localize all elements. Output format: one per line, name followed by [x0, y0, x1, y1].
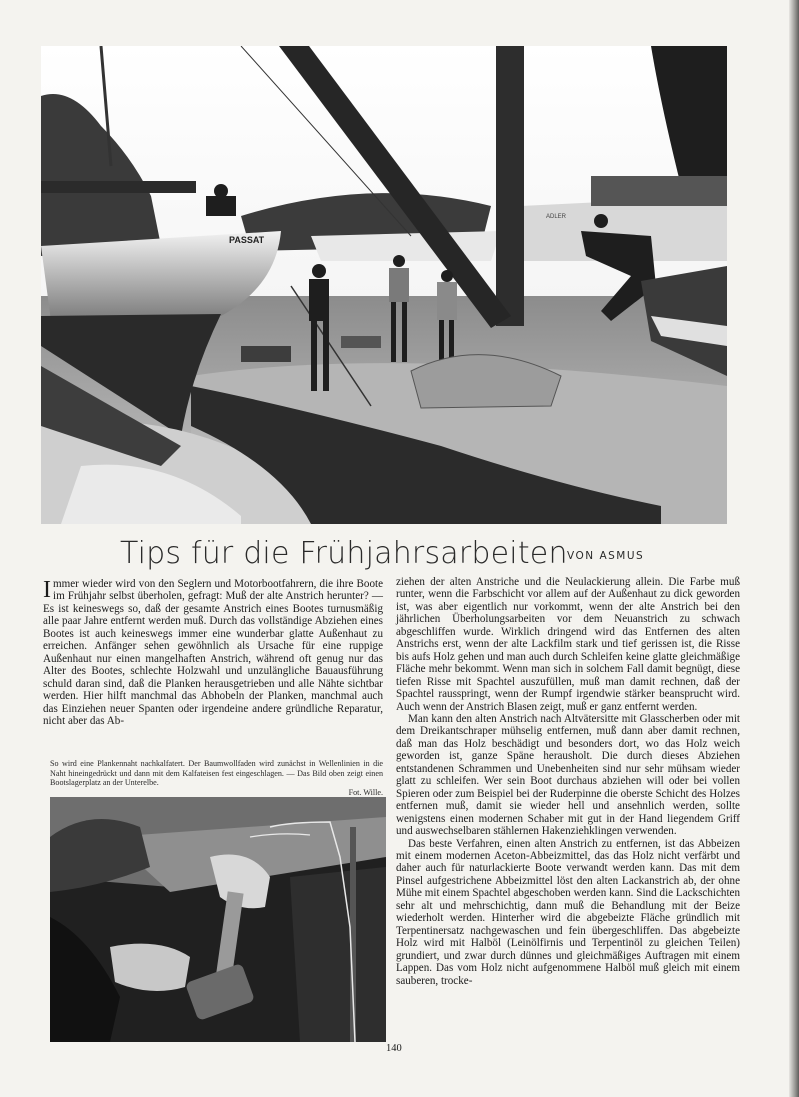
- boat-name-adler: ADLER: [546, 214, 567, 220]
- article-author: VON ASMUS: [567, 550, 645, 562]
- page-number: 140: [386, 1043, 402, 1054]
- photo-credit: Fot. Wille.: [348, 787, 383, 797]
- boat-name-passat: PASSAT: [229, 235, 265, 245]
- left-column: [43, 578, 383, 727]
- article-title: Tips für die Frühjahrsarbeiten: [120, 536, 568, 571]
- paragraph: ziehen der alten Anstriche und die Neulackierung allein. Die Farbe muß runter, wenn die Farbschicht vor allem auf der Außenhaut zu dick geworden ist, was aber eigentlich nur vorkommt, wenn der alte Anstrich bei den jährlichen Überholungsarbeiten vor dem Neuanstrich zu schwach abgeschliffen wurde. Wirklich dringend wird das Entfernen des alten Anstrichs erst, wenn der alte Lackfilm stark und tief gerissen ist, die Risse bis aufs Holz gehen und man auch durch Schleifen keine glatte gleichmäßige Fläche mehr bekommt. Wenn man sich in solchem Fall damit begnügt, diese tiefen Risse mit Spachtel auszufüllen, muß man damit rechnen, daß der Spachtel rausspringt, wenn der Rumpf irgendwie stärker beansprucht wird. Auch wenn der Anstrich Blasen zeigt, muß er ganz entfernt werden.: [396, 576, 740, 713]
- paragraph: [43, 578, 383, 727]
- paragraph: Man kann den alten Anstrich nach Altvätersitte mit Glasscherben oder mit dem Dreikantschraper mühselig entfernen, muß dann aber damit rechnen, daß man das Holz beschädigt und besonders dort, wo das Holz weich geworden ist, ganze Späne herausholt. Die durch dieses Abziehen entstandenen Schrammen und Unebenheiten sind nur sehr mühsam wieder glatt zu schleifen. Wer sein Boot durchaus abziehen will oder bei vollen Spieren oder zum Beispiel bei der Ruderpinne die oberste Schicht des Holzes entfernen muß, damit sie wieder hell und ansehnlich werden, sollte wenigstens einen modernen Schaber mit gut in der Hand liegendem Griff und auswechselbaren stählernen Hakenziehklingen verwenden.: [396, 712, 740, 838]
- caulking-photo-drawing: [50, 797, 386, 1042]
- dropcap: I: [43, 577, 51, 603]
- article-header: [120, 536, 720, 578]
- caulking-photo: [50, 797, 386, 1042]
- right-column: [396, 576, 740, 987]
- caption-text: So wird eine Plankennaht nachkalfatert. Der Baumwollfaden wird zunächst in Wellenlinien in die Naht hineingedrückt und dann mit dem Kalfateisen fest eingeschlagen. — Das Bild oben zeigt einen Bootslagerplatz an der Unterelbe.: [50, 759, 383, 788]
- boatyard-photo: [41, 46, 727, 524]
- paragraph: Das beste Verfahren, einen alten Anstrich zu entfernen, ist das Abbeizen mit einem modernen Aceton-Abbeizmittel, das das Holz nicht verfärbt und daher auch für naturlackierte Boote verwandt werden kann. Das mit dem Pinsel aufgestrichene Abbeizmittel löst den alten Lackanstrich ab, der ohne Mühe mit einem Spachtel abgeschoben werden kann. Sind die Lackschichten sehr alt und mehrschichtig, dann muß die Behandlung mit der Beize wiederholt werden. Hinterher wird die abgebeizte Fläche gründlich mit Terpentinersatz nachgewaschen und fein übergeschliffen. Das abgebeizte Holz wird mit Halböl (Leinölfirnis und Terpentinöl zu gleichen Teilen) grundiert, und zwar durch dünnes und gleichmäßiges Auftragen mit einem Lappen. Das vom Holz nicht aufgenommene Halböl muß gleich mit einem sauberen, trocke-: [396, 837, 740, 987]
- page-edge: [789, 0, 799, 1097]
- boatyard-photo-drawing: [41, 46, 727, 524]
- photo-caption: [50, 759, 383, 797]
- paragraph-text: mmer wieder wird von den Seglern und Motorbootfahrern, die ihre Boote im Frühjahr selbst überholen, gefragt: Muß der alte Anstrich herunter? — Es ist keineswegs so, daß der gesamte Anstrich eines Bootes turnusmäßig alle paar Jahre entfernt werden muß. Durch das vollständige Abziehen eines Bootes ist auch keineswegs immer eine wunderbar glatte Außenhaut zu erreichen. Anfänger sehen gewöhnlich als Ursache für eine ruppige Außenhaut nur einen mangelhaften Anstrich, während oft genug nur das Alter des Bootes, schlechte Holzwahl und unzulängliche Bauausführung schuld daran sind, daß die Planken herausgetrieben und alle Nähte sichtbar werden. Hier hilft manchmal das Abhobeln der Planken, manchmal auch das Einziehen neuer Spanten oder irgendeine andere gründliche Reparatur, nicht aber das Ab-: [43, 578, 383, 727]
